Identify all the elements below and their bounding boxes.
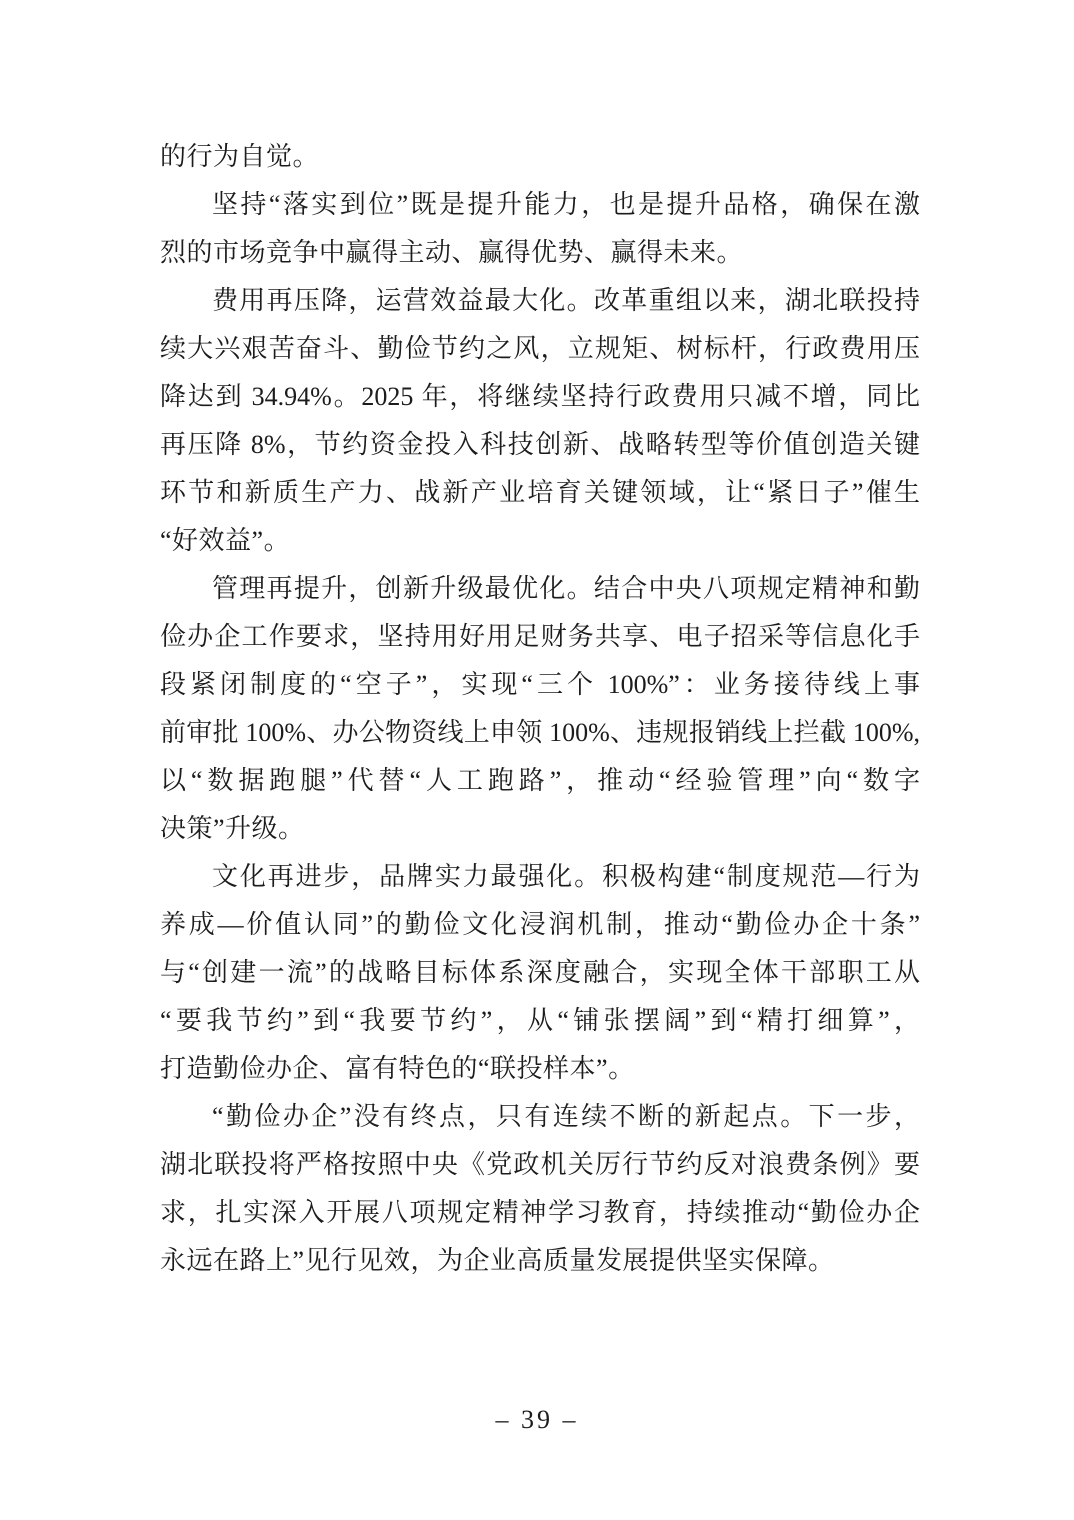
text-line: 决策”升级。 [160,814,305,843]
text-line: 求，扎实深入开展八项规定精神学习教育，持续推动“勤俭办企 [160,1198,920,1227]
text-line: 以“数据跑腿”代替“人工跑路”，推动“经验管理”向“数字 [160,766,920,795]
text-line: 文化再进步，品牌实力最强化。积极构建“制度规范—行为 [212,862,920,891]
paragraph [160,277,920,565]
text-line: “勤俭办企”没有终点，只有连续不断的新起点。下一步， [212,1102,920,1131]
text-line: 段紧闭制度的“空子”，实现“三个 100%”：业务接待线上事 [160,670,920,699]
page-number: – 39 – [495,1405,579,1434]
text-line: 湖北联投将严格按照中央《党政机关厉行节约反对浪费条例》要 [160,1150,920,1179]
text-line: “好效益”。 [160,526,291,555]
text-line: 烈的市场竞争中赢得主动、赢得优势、赢得未来。 [160,238,744,267]
paragraph [160,1093,920,1285]
text-line: 的行为自觉。 [160,142,320,171]
text-line: 费用再压降，运营效益最大化。改革重组以来，湖北联投持 [212,286,920,315]
text-line: “要我节约”到“我要节约”，从“铺张摆阔”到“精打细算”， [160,1006,920,1035]
text-line: 管理再提升，创新升级最优化。结合中央八项规定精神和勤 [212,574,920,603]
text-line: 降达到 34.94%。2025 年，将继续坚持行政费用只减不增，同比 [160,382,920,411]
text-content [160,133,920,1285]
text-line: 俭办企工作要求，坚持用好用足财务共享、电子招采等信息化手 [160,622,920,651]
text-line: 环节和新质生产力、战新产业培育关键领域，让“紧日子”催生 [160,478,920,507]
paragraph [160,565,920,853]
text-line: 打造勤俭办企、富有特色的“联投样本”。 [160,1054,635,1083]
paragraph [160,181,920,277]
text-line: 续大兴艰苦奋斗、勤俭节约之风，立规矩、树标杆，行政费用压 [160,334,920,363]
text-line: 前审批 100%、办公物资线上申领 100%、违规报销线上拦截 100%, [160,718,920,747]
text-line: 永远在路上”见行见效，为企业高质量发展提供坚实保障。 [160,1246,835,1275]
text-line: 与“创建一流”的战略目标体系深度融合，实现全体干部职工从 [160,958,920,987]
paragraph [160,133,920,181]
text-line: 再压降 8%，节约资金投入科技创新、战略转型等价值创造关键 [160,430,920,459]
text-line: 养成—价值认同”的勤俭文化浸润机制，推动“勤俭办企十条” [160,910,920,939]
text-line: 坚持“落实到位”既是提升能力，也是提升品格，确保在激 [212,190,920,219]
paragraph [160,853,920,1093]
